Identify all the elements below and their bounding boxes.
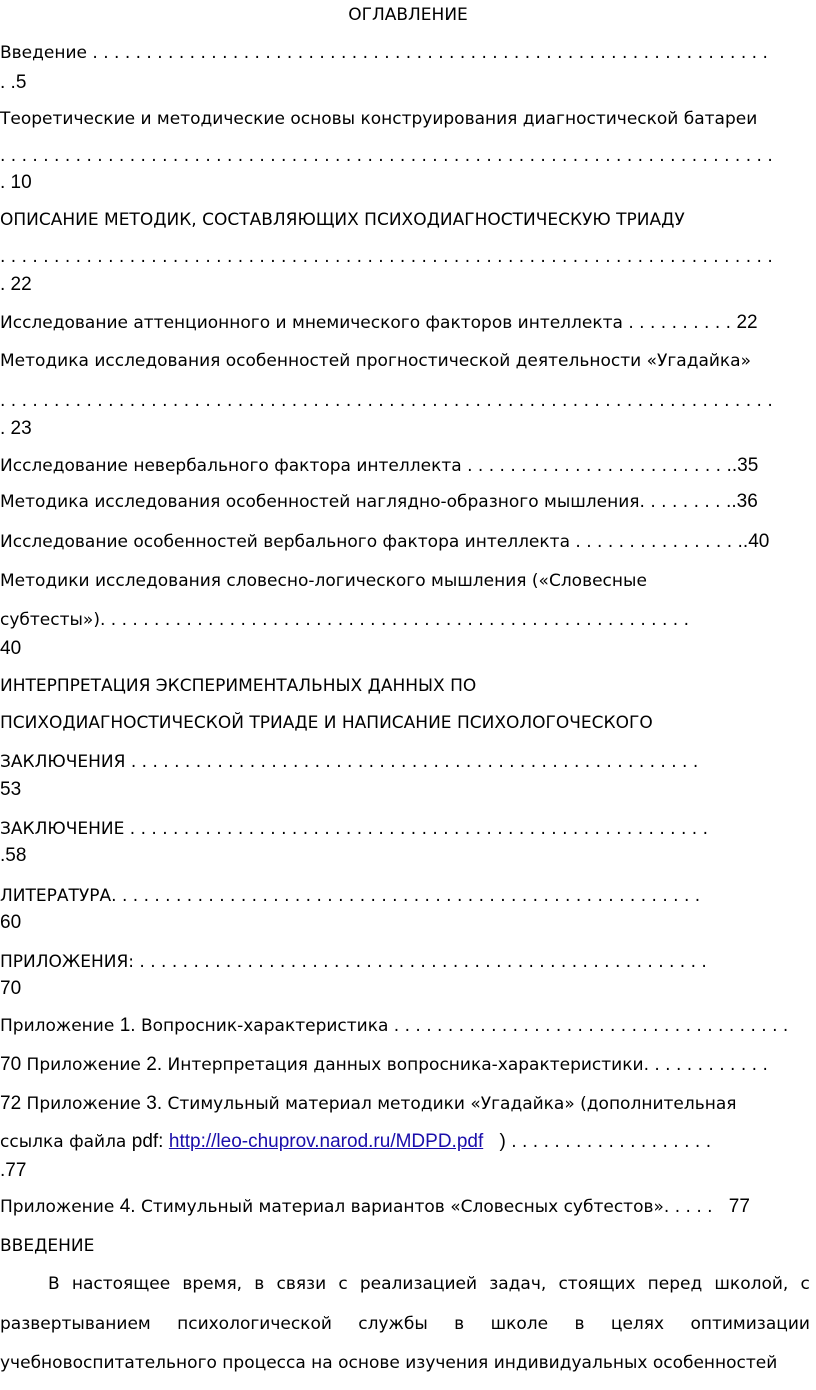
word: в [254, 1274, 265, 1294]
appendix-label: Приложение [0, 1197, 115, 1217]
toc-entry-text: субтесты») [0, 610, 100, 630]
toc-entry-interpretation[interactable]: ИНТЕРПРЕТАЦИЯ ЭКСПЕРИМЕНТАЛЬНЫХ ДАННЫХ ПО [0, 676, 477, 696]
toc-page-number: .77 [0, 1160, 27, 1181]
leader-dots: . . . . . . . . . . . . . . . . . . . . . . . . . . . . . . . . . . . . . . . . . . . . . . . . . . . . . . . . . . . . . . . . . . . . . . . . [0, 247, 773, 267]
toc-entry-attention[interactable] [0, 312, 816, 334]
toc-page-number: . 23 [0, 418, 32, 439]
leader-dots: . . . . . . . . . . . . . . . . . . . . . . . . . . . . . . . . . . . . . . . . . . . . . . . . . . . . . . [129, 819, 708, 839]
appendix-number: 2. [146, 1054, 163, 1075]
toc-page-number: . .5 [0, 72, 27, 93]
leader-dots: . . . . . . . . . . . . . . . . . . . . . . . . . . . . . . . . . . . . . . . . . . . . . . . . . . . . . . . . . . . . . . . . . . . . . . . . [0, 146, 773, 166]
toc-page-number: .36 [731, 491, 758, 512]
leader-dots: . . . . . . . . . . . . . . . . . . . . . . . . . . . . . . . . . . . . . . . . . . . . . . . . . . . . . [139, 952, 707, 972]
toc-entry-verbal-logic[interactable]: Методики исследования словесно-логического мышления («Словесные [0, 571, 647, 591]
word: стоящих [558, 1274, 636, 1294]
toc-page-number: .40 [742, 531, 770, 552]
toc-entry-text: ссылка файла [0, 1132, 127, 1152]
toc-entry-appendix-3[interactable] [0, 1093, 816, 1115]
body-paragraph-line [48, 1273, 810, 1295]
appendix-label: Приложение [0, 1016, 115, 1036]
leader-dots: . . . . . . . . . . . . . . . . . . . . . . . . . . . . . . . . . . . . . . . . . . . . . . . . . . . . . [130, 752, 699, 772]
leader-dots: . . . . . . . . . . . . . . . . . . . . . . . . . . . . . . . . . . . . . . . . . . . . . . . . . . . . . . . [99, 610, 689, 630]
word: службы [358, 1314, 428, 1334]
toc-entry-appendices[interactable] [0, 951, 816, 973]
body-paragraph-line: учебновоспитательного процесса на основе изучения индивидуальных особенностей [0, 1353, 778, 1373]
toc-entry-text: Исследование аттенционного и мнемического факторов интеллекта [0, 313, 623, 333]
toc-entry-continuation [0, 1131, 816, 1153]
leader-dots: . . . . . . . . . . . . . . . . . . . . . . . . . . . . . . . . . . . . . . . . . . . . . . . . . . . . . . . [111, 886, 701, 906]
appendix-label: Приложение [26, 1094, 141, 1114]
word: развертыванием [0, 1314, 151, 1334]
word: в [454, 1314, 465, 1334]
toc-entry-continuation [0, 609, 816, 631]
toc-entry-nonverbal[interactable] [0, 455, 816, 477]
word: задач, [489, 1274, 547, 1294]
toc-entry-text: Исследование невербального фактора интеллекта [0, 456, 462, 476]
toc-page-number: 77 [728, 1196, 750, 1217]
toc-entry-text: Введение [0, 43, 87, 63]
appendix-label: Приложение [26, 1055, 141, 1075]
word: настоящее [71, 1274, 171, 1294]
toc-page-number: 53 [0, 779, 22, 800]
leader-dots: . . . . . . . . . . . . . . . . . . . . . . . . . . . . . . . . . . . . . . . . . . . . . . . . . . . . . . . . . . . . . . . [92, 43, 768, 63]
word: оптимизации [690, 1314, 810, 1334]
toc-entry-text: ЗАКЛЮЧЕНИЯ [0, 752, 126, 772]
toc-entry-text: Интерпретация данных вопросника-характеристики [167, 1055, 644, 1075]
word: психологической [177, 1314, 332, 1334]
toc-entry-text: Исследование особенностей вербального фактора интеллекта [0, 532, 570, 552]
word: В [48, 1274, 60, 1294]
appendix-number: 4. [119, 1196, 136, 1217]
word: перед [647, 1274, 703, 1294]
leader-dots: . . . . . . . . . . . . . . . . . . . [511, 1132, 712, 1152]
file-type-label: pdf: [131, 1131, 164, 1152]
leader-dots: . . . . . . . . . . . . . . . . . . . . . . . . . [467, 456, 732, 476]
word: целях [610, 1314, 665, 1334]
leader-dots: . . . . . . . . . . . . . . . . . . . . . . . . . . . . . . . . . . . . . [393, 1016, 789, 1036]
leader-dots: . . . . . . . . . . . . . . . . . . . . . . . . . . . . . . . . . . . . . . . . . . . . . . . . . . . . . . . . . . . . . . . . . . . . . . . . [0, 391, 773, 411]
toc-entry-text: ЗАКЛЮЧЕНИЕ [0, 819, 125, 839]
toc-entry-appendix-2[interactable] [0, 1054, 816, 1076]
word: школе [490, 1314, 549, 1334]
toc-entry-text: Стимульный материал методики «Угадайка» (дополнительная [167, 1094, 737, 1114]
toc-entry-introduction[interactable] [0, 42, 816, 64]
toc-entry-verbal[interactable] [0, 531, 816, 553]
pdf-link[interactable]: http://leo-chuprov.narod.ru/MDPD.pdf [168, 1131, 484, 1152]
leader-dots: . . . . . . . . . . . . [643, 1055, 768, 1075]
toc-entry-text: ПРИЛОЖЕНИЯ: [0, 952, 135, 972]
toc-page-number: 60 [0, 912, 22, 933]
toc-page-number: 70 [0, 1054, 22, 1075]
word: реализацией [359, 1274, 478, 1294]
section-heading: ВВЕДЕНИЕ [0, 1236, 95, 1256]
toc-entry-continuation: ПСИХОДИАГНОСТИЧЕСКОЙ ТРИАДЕ И НАПИСАНИЕ ПСИХОЛОГОЧЕСКОГО [0, 713, 653, 733]
leader-dots: . . . . . . . . . [639, 492, 732, 512]
word: с [800, 1274, 810, 1294]
body-paragraph-line [0, 1313, 810, 1335]
word: время, [182, 1274, 243, 1294]
word: школой, [714, 1274, 789, 1294]
toc-page-number: 72 [0, 1093, 22, 1114]
appendix-number: 1. [119, 1015, 136, 1036]
toc-page-number: 70 [0, 978, 22, 999]
word: в [574, 1314, 585, 1334]
toc-entry-conclusion[interactable] [0, 818, 816, 840]
appendix-number: 3. [146, 1093, 163, 1114]
toc-page-number: 22 [736, 312, 758, 333]
toc-page-number: .58 [0, 845, 27, 866]
toc-entry-text: Вопросник-характеристика [140, 1016, 389, 1036]
leader-dots: . . . . . . . . . . . . . . . . [575, 532, 743, 552]
toc-entry-methods[interactable]: ОПИСАНИЕ МЕТОДИК, СОСТАВЛЯЮЩИХ ПСИХОДИАГНОСТИЧЕСКУЮ ТРИАДУ [0, 210, 685, 230]
toc-entry-appendix-1[interactable] [0, 1015, 816, 1037]
toc-entry-appendix-4[interactable] [0, 1196, 816, 1218]
word: с [338, 1274, 348, 1294]
toc-entry-literature[interactable] [0, 885, 816, 907]
toc-entry-theory[interactable]: Теоретические и методические основы конструирования диагностической батареи [0, 109, 758, 129]
leader-dots: . . . . . [663, 1197, 713, 1217]
toc-entry-continuation [0, 751, 816, 773]
toc-title: ОГЛАВЛЕНИЕ [348, 5, 468, 25]
word: связи [276, 1274, 327, 1294]
toc-entry-ugadaika[interactable]: Методика исследования особенностей прогностической деятельности «Угадайка» [0, 351, 751, 371]
toc-page-number: .35 [731, 455, 759, 476]
closing-paren: ) [499, 1131, 506, 1152]
toc-entry-visual-thinking[interactable] [0, 491, 816, 513]
toc-entry-text: Методика исследования особенностей наглядно-образного мышления [0, 492, 640, 512]
toc-entry-text: Стимульный материал вариантов «Словесных субтестов» [140, 1197, 664, 1217]
toc-page-number: 40 [0, 638, 22, 659]
toc-page-number: . 22 [0, 274, 32, 295]
toc-page-number: . 10 [0, 172, 32, 193]
leader-dots: . . . . . . . . . . [628, 313, 732, 333]
toc-entry-text: ЛИТЕРАТУРА [0, 886, 112, 906]
